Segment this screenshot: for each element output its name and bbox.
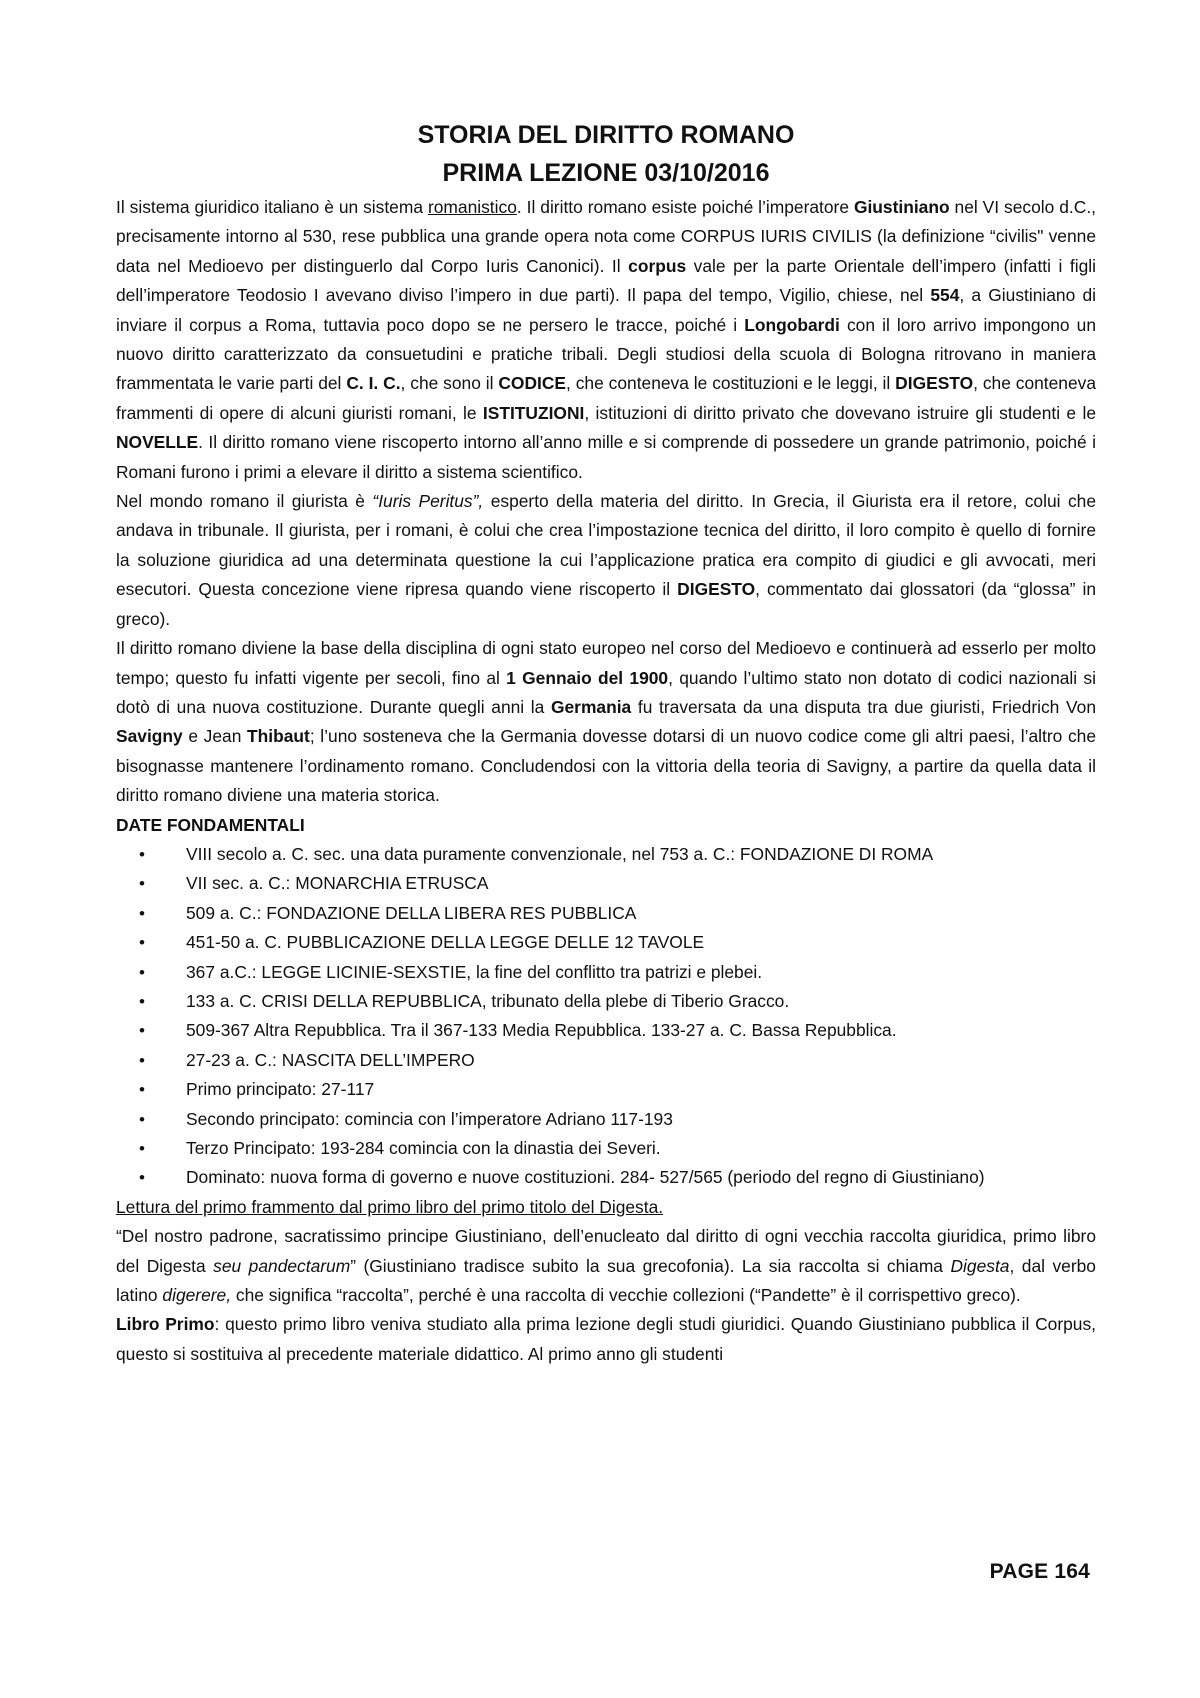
list-item (116, 1046, 1096, 1075)
text-span: Il diritto romano diviene la base della disciplina di ogni stato europeo nel corso del Medioevo e continuerà ad esserlo per molto tempo; questo fu infatti vigente per secoli, fino al (116, 638, 1096, 688)
text-span: , commentato dai glossatori (da “glossa” in greco). (116, 579, 1097, 629)
title-block (116, 116, 1096, 192)
italic-term: seu pandectarum (213, 1255, 351, 1276)
list-item (116, 1016, 1096, 1045)
italic-term: “Iuris Peritus”, (372, 491, 484, 512)
bold-term: NOVELLE (116, 432, 199, 453)
list-item-text: Terzo Principato: 193-284 comincia con la dinastia dei Severi. (186, 1138, 661, 1158)
text-span: “Del nostro padrone, sacratissimo principe Giustiniano, dell’enucleato dal diritto di ogni vecchia raccolta giuridica, primo libro del Digesta (116, 1226, 1096, 1276)
bullet-icon: • (139, 1021, 145, 1041)
text-span: esperto della materia del diritto. In Grecia, il Giurista era il retore, colui che andava in tribunale. Il giurista, per i romani, è colui che crea l’impostazione tecnica del diritto, il loro compito è quello di fornire la soluzione giuridica ad una determinata questione la cui l’applicazione pratica era compito di giudici e gli avvocati, meri esecutori. Questa concezione viene ripresa quando viene riscoperto il (116, 491, 1096, 600)
bold-term: Thibaut (247, 726, 310, 747)
text-span: Il sistema giuridico italiano è un sistema (116, 197, 428, 217)
text-span: fu traversata da una disputa tra due giuristi, Friedrich Von (631, 696, 1096, 717)
text-span: vale per la parte Orientale dell’impero (infatti i figli dell’imperatore Teodosio I avevano diviso l’impero in due parti). Il papa del tempo, Vigilio, chiese, nel (116, 255, 1097, 306)
list-item (116, 958, 1096, 987)
list-item-text: VII sec. a. C.: MONARCHIA ETRUSCA (186, 873, 489, 894)
bold-term: DIGESTO (895, 373, 974, 394)
bullet-icon: • (139, 1168, 145, 1188)
text-span: che significa “raccolta”, perché è una raccolta di vecchie collezioni (“Pandette” è il corrispettivo greco). (231, 1285, 1021, 1306)
bold-term: 554 (930, 285, 960, 306)
bullet-icon: • (139, 1050, 145, 1070)
list-item-text: 367 a.C.: LEGGE LICINIE-SEXSTIE, la fine del conflitto tra patrizi e plebei. (186, 961, 763, 982)
libro-primo-paragraph (116, 1310, 1096, 1369)
bullet-icon: • (139, 962, 145, 982)
text-span: , che sono il (400, 373, 499, 394)
list-item-text: 27-23 a. C.: NASCITA DELL’IMPERO (186, 1049, 475, 1070)
text-span: . Il diritto romano viene riscoperto intorno all’anno mille e si comprende di possedere un grande patrimonio, poiché i Romani furono i primi a elevare il diritto a sistema scientifico. (116, 432, 1096, 482)
list-item (116, 928, 1096, 957)
list-item-text: 451-50 a. C. PUBBLICAZIONE DELLA LEGGE DELLE 12 TAVOLE (186, 932, 705, 953)
text-span: ; l’uno sosteneva che la Germania dovesse dotarsi di un nuovo codice come gli altri paesi, l’altro che bisognasse mantenere l’ordinamento romano. Concludendosi con la vittoria della teoria di Savigny, a partire da quella data il diritto romano diviene una materia storica. (116, 726, 1096, 806)
text-span: , a Giustiniano di inviare il corpus a Roma, tuttavia poco dopo se ne persero le tracce, poiché i (116, 285, 1096, 335)
bullet-icon: • (139, 933, 145, 953)
list-item (116, 1134, 1096, 1163)
bullet-icon: • (139, 1139, 145, 1158)
list-item (116, 840, 1096, 869)
list-item (116, 869, 1096, 898)
dates-heading: DATE FONDAMENTALI (116, 814, 305, 835)
text-span: , dal verbo latino (116, 1255, 1096, 1306)
list-item-text: 509 a. C.: FONDAZIONE DELLA LIBERA RES PUBBLICA (186, 902, 637, 923)
bold-term: CODICE (498, 373, 567, 394)
list-item (116, 1163, 1096, 1192)
italic-term: digerere, (162, 1285, 232, 1306)
bold-term: C. I. C. (346, 373, 401, 394)
text-span: , che conteneva frammenti di opere di alcuni giuristi romani, le (116, 373, 1097, 423)
giurista-paragraph (116, 487, 1096, 634)
document-page (116, 116, 1096, 1369)
intro-paragraph (116, 193, 1096, 487)
bold-term: Giustiniano (853, 197, 950, 217)
bold-term: DIGESTO (677, 579, 756, 600)
bold-term: Longobardi (744, 314, 840, 335)
text-span: Nel mondo romano il giurista è (116, 491, 373, 512)
bold-term: corpus (628, 255, 687, 276)
page-number: PAGE 164 (989, 1560, 1090, 1583)
list-item-text: Dominato: nuova forma di governo e nuove costituzioni. 284- 527/565 (periodo del regno di Giustiniano) (186, 1167, 985, 1188)
reading-heading (116, 1193, 1096, 1222)
list-item (116, 1105, 1096, 1134)
text-span: ” (Giustiniano tradisce subito la sua grecofonia). La sia raccolta si chiama (350, 1255, 951, 1276)
underlined-term: romanistico (427, 197, 517, 217)
text-span: : questo primo libro veniva studiato alla prima lezione degli studi giuridici. Quando Giustiniano pubblica il Corpus, questo si sostituiva al precedente materiale didattico. Al primo anno gli studenti (116, 1314, 1097, 1364)
text-span: nel VI secolo d.C., precisamente intorno al 530, rese pubblica una grande opera nota come CORPUS IURIS CIVILIS (la definizione “civilis" venne data nel Medioevo per distinguerlo dal Corpo Iuris Canonici). Il (116, 197, 1096, 276)
list-item (116, 987, 1096, 1016)
document-title: STORIA DEL DIRITTO ROMANO (417, 121, 795, 149)
bold-term: Germania (550, 696, 632, 717)
italic-term: Digesta (950, 1255, 1010, 1276)
bullet-icon: • (139, 844, 145, 864)
text-span: e Jean (182, 726, 248, 747)
list-item (116, 1075, 1096, 1104)
bullet-icon: • (139, 1080, 145, 1100)
text-span: , che conteneva le costituzioni e le leggi, il (566, 373, 896, 394)
list-item-text: VIII secolo a. C. sec. una data puramente convenzionale, nel 753 a. C.: FONDAZIONE DI ROMA (186, 843, 934, 864)
lesson-subtitle: PRIMA LEZIONE 03/10/2016 (442, 159, 770, 187)
text-span: con il loro arrivo impongono un nuovo diritto caratterizzato da consuetudini e pratiche tribali. Degli studiosi della scuola di Bologna ritrovano in maniera frammentata le varie parti del (116, 314, 1097, 394)
bullet-icon: • (139, 1109, 145, 1129)
list-item-text: 509-367 Altra Repubblica. Tra il 367-133 Media Repubblica. 133-27 a. C. Bassa Repubblica. (186, 1020, 897, 1041)
reading-paragraph (116, 1222, 1096, 1310)
list-item (116, 899, 1096, 928)
text-span: . Il diritto romano esiste poiché l’imperatore (516, 197, 854, 217)
bold-term: 1 Gennaio del 1900 (506, 667, 669, 688)
bold-term: Libro Primo (116, 1314, 215, 1335)
bold-term: ISTITUZIONI (482, 402, 585, 423)
medioevo-paragraph (116, 634, 1096, 810)
list-item-text: Primo principato: 27-117 (186, 1079, 375, 1100)
list-item-text: 133 a. C. CRISI DELLA REPUBBLICA, tribunato della plebe di Tiberio Gracco. (186, 990, 790, 1011)
bullet-icon: • (139, 991, 145, 1011)
bold-term: Savigny (116, 726, 183, 747)
text-span: , quando l’ultimo stato non dotato di codici nazionali si dotò di una nuova costituzione. Durante quegli anni la (116, 667, 1096, 717)
dates-list (116, 840, 1096, 1193)
list-item-text: Secondo principato: comincia con l’imperatore Adriano 117-193 (186, 1108, 673, 1129)
bullet-icon: • (139, 874, 145, 894)
bullet-icon: • (139, 903, 145, 923)
reading-heading-text: Lettura del primo frammento dal primo libro del primo titolo del Digesta. (116, 1196, 664, 1217)
text-span: , istituzioni di diritto privato che dovevano istruire gli studenti e le (584, 402, 1096, 423)
